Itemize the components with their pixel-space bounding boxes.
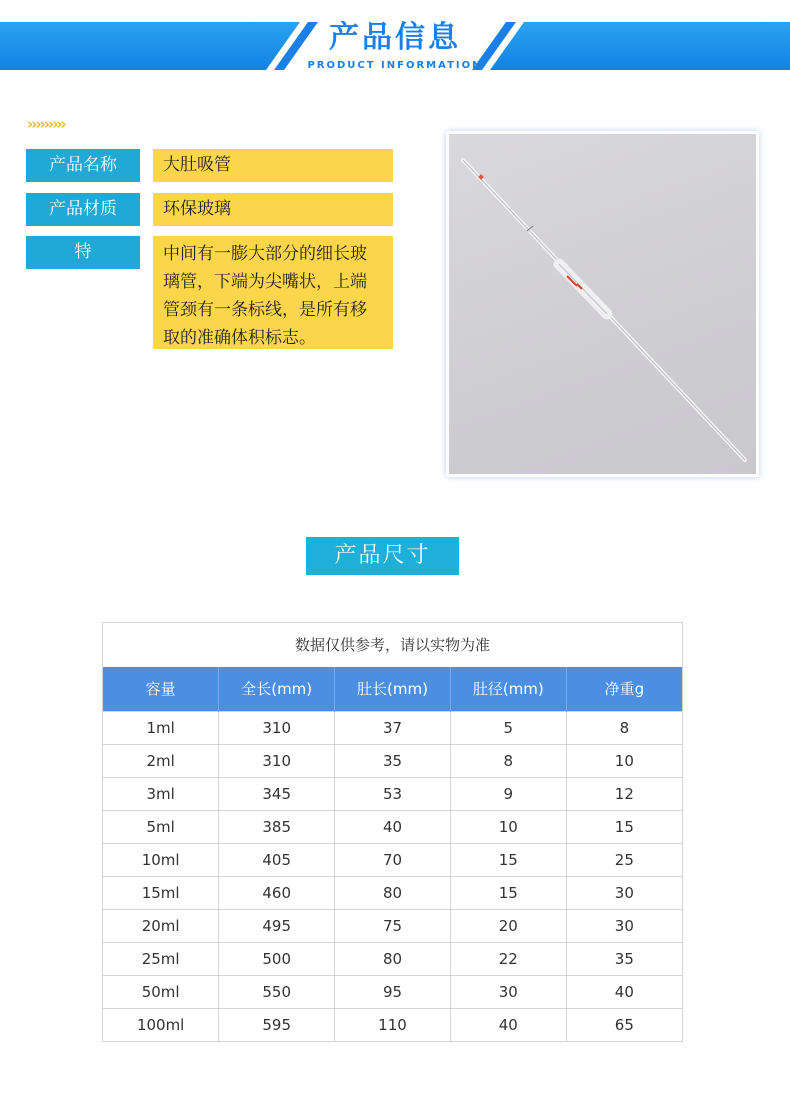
table-cell: 30 [566, 876, 682, 909]
table-cell: 35 [566, 942, 682, 975]
table-row [103, 1008, 682, 1041]
table-cell: 25 [566, 843, 682, 876]
table-cell: 385 [219, 810, 335, 843]
pipette-icon [449, 134, 756, 474]
column-header-capacity: 容量 [103, 667, 219, 711]
table-cell: 5ml [103, 810, 219, 843]
table-row [103, 777, 682, 810]
table-cell: 10ml [103, 843, 219, 876]
table-cell: 20ml [103, 909, 219, 942]
table-row [103, 876, 682, 909]
table-cell: 310 [219, 711, 335, 744]
table-cell: 80 [335, 942, 451, 975]
table-row [103, 942, 682, 975]
column-header-total-length: 全长(mm) [219, 667, 335, 711]
column-header-net-weight: 净重g [566, 667, 682, 711]
table-cell: 75 [335, 909, 451, 942]
table-row [103, 744, 682, 777]
table-cell: 25ml [103, 942, 219, 975]
table-note: 数据仅供参考，请以实物为准 [294, 636, 490, 654]
table-cell: 10 [566, 744, 682, 777]
table-cell: 310 [219, 744, 335, 777]
info-value-name: 大肚吸管 [153, 149, 393, 182]
table-cell: 65 [566, 1008, 682, 1041]
table-cell: 20 [450, 909, 566, 942]
table-row [103, 975, 682, 1008]
table-cell: 500 [219, 942, 335, 975]
table-cell: 405 [219, 843, 335, 876]
table-row [103, 810, 682, 843]
table-cell: 40 [335, 810, 451, 843]
column-header-bulb-length: 肚长(mm) [335, 667, 451, 711]
table-cell: 15 [450, 876, 566, 909]
info-label-name: 产品名称 [26, 149, 140, 182]
table-cell: 5 [450, 711, 566, 744]
column-header-bulb-diameter: 肚径(mm) [450, 667, 566, 711]
table-cell: 70 [335, 843, 451, 876]
table-cell: 30 [566, 909, 682, 942]
table-cell: 460 [219, 876, 335, 909]
product-image [446, 131, 759, 477]
table-cell: 345 [219, 777, 335, 810]
table-cell: 50ml [103, 975, 219, 1008]
table-cell: 2ml [103, 744, 219, 777]
size-table-grid [103, 667, 682, 1041]
table-cell: 80 [335, 876, 451, 909]
info-value-material: 环保玻璃 [153, 193, 393, 226]
table-cell: 30 [450, 975, 566, 1008]
chevron-decoration-icon: ››››››››› [27, 115, 65, 133]
table-cell: 1ml [103, 711, 219, 744]
size-table [102, 622, 683, 1042]
page-title: 产品信息 [329, 20, 461, 55]
table-cell: 8 [566, 711, 682, 744]
table-cell: 495 [219, 909, 335, 942]
table-cell: 595 [219, 1008, 335, 1041]
info-label-material: 产品材质 [26, 193, 140, 226]
info-value-features: 中间有一膨大部分的细长玻璃管，下端为尖嘴状，上端管颈有一条标线，是所有移取的准确体积标志。 [153, 236, 393, 349]
page-subtitle: PRODUCT INFORMATION [307, 60, 483, 71]
table-cell: 9 [450, 777, 566, 810]
table-cell: 8 [450, 744, 566, 777]
table-cell: 100ml [103, 1008, 219, 1041]
table-row [103, 711, 682, 744]
table-cell: 10 [450, 810, 566, 843]
info-label-features: 特点 [26, 236, 140, 269]
table-cell: 35 [335, 744, 451, 777]
table-cell: 15 [566, 810, 682, 843]
table-cell: 22 [450, 942, 566, 975]
table-cell: 15 [450, 843, 566, 876]
table-row [103, 843, 682, 876]
table-cell: 110 [335, 1008, 451, 1041]
table-cell: 40 [566, 975, 682, 1008]
section-title-size: 产品尺寸 [306, 537, 459, 575]
table-cell: 95 [335, 975, 451, 1008]
table-cell: 40 [450, 1008, 566, 1041]
table-row [103, 909, 682, 942]
table-cell: 53 [335, 777, 451, 810]
table-cell: 550 [219, 975, 335, 1008]
table-cell: 3ml [103, 777, 219, 810]
table-cell: 12 [566, 777, 682, 810]
table-header-row [103, 667, 682, 711]
table-cell: 37 [335, 711, 451, 744]
table-cell: 15ml [103, 876, 219, 909]
